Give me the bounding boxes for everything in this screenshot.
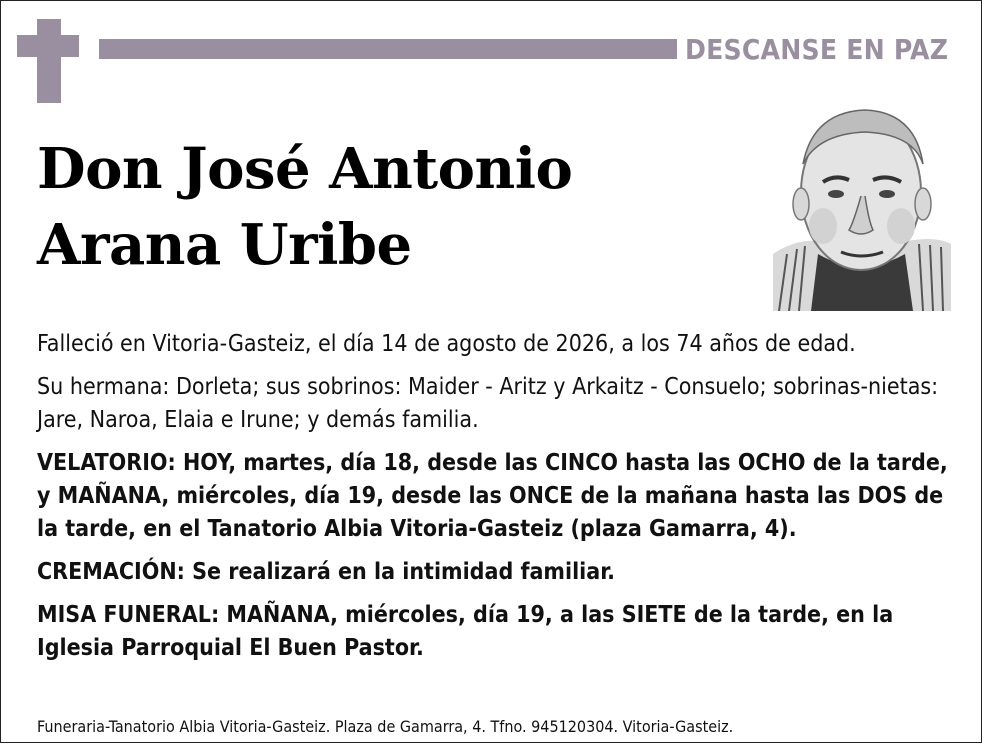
header-rule [99, 39, 677, 59]
family-list: Su hermana: Dorleta; sus sobrinos: Maider - Aritz y Arkaitz - Consuelo; sobrinas-nietas: Jare, Naroa, Elaia e Irune; y demás familia. [37, 374, 939, 433]
funeral-mass-details: MISA FUNERAL: MAÑANA, miércoles, día 19, a las SIETE de la tarde, en la Iglesia Parroquial El Buen Pastor. [37, 602, 894, 661]
cross-icon-bar [17, 35, 79, 57]
funeral-home-footer: Funeraria-Tanatorio Albia Vitoria-Gasteiz. Plaza de Gamarra, 4. Tfno. 945120304. Vitoria-Gasteiz. [37, 717, 734, 736]
deceased-name [37, 131, 757, 283]
cremation-details: CREMACIÓN: Se realizará en la intimidad familiar. [37, 559, 615, 585]
portrait-photo [773, 104, 951, 311]
cross-icon [37, 19, 61, 103]
name-line-1: Don José Antonio [37, 136, 573, 202]
obituary-body [37, 328, 957, 669]
death-notice: Falleció en Vitoria-Gasteiz, el día 14 de agosto de 2026, a los 74 años de edad. [37, 331, 856, 357]
wake-details: VELATORIO: HOY, martes, día 18, desde las CINCO hasta las OCHO de la tarde, y MAÑANA, miércoles, día 19, desde las ONCE de la mañana hasta las DOS de la tarde, en el Tanatorio Albia Vitoria-Gasteiz (plaza Gamarra, 4). [37, 450, 948, 542]
header-label: DESCANSE EN PAZ [685, 33, 949, 66]
name-line-2: Arana Uribe [37, 212, 412, 278]
portrait-illustration [773, 104, 951, 311]
